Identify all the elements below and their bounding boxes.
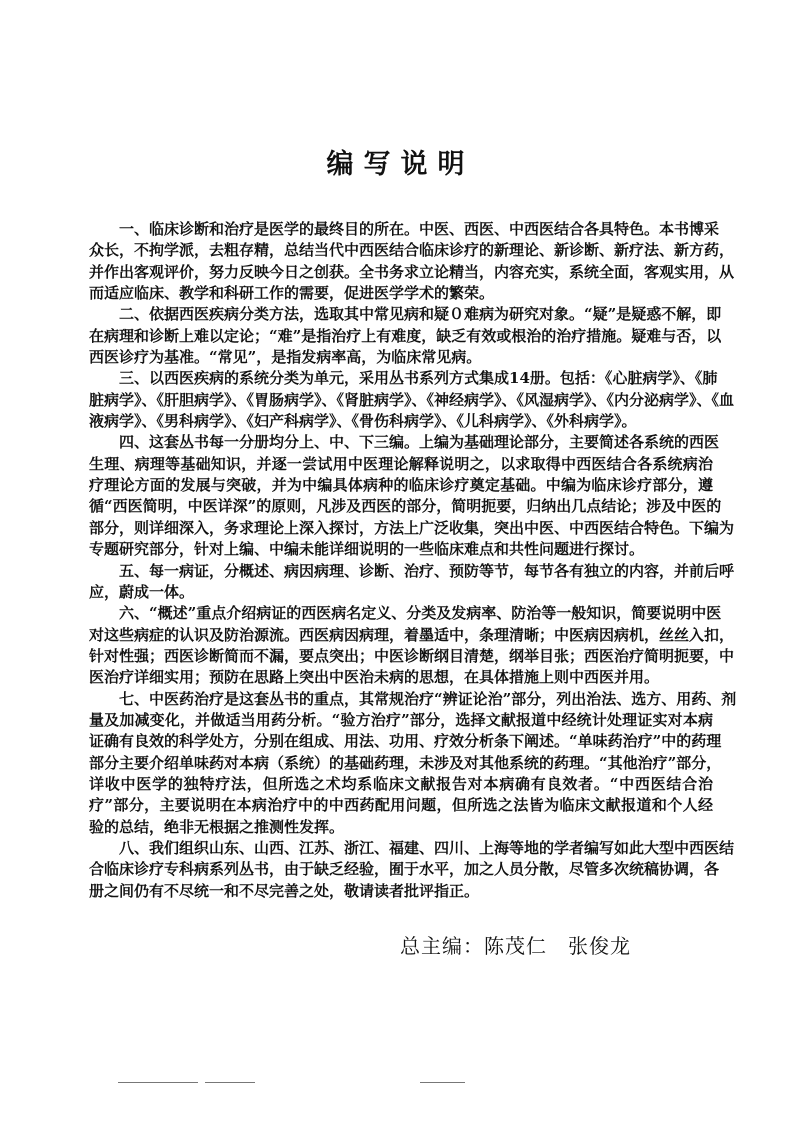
- paragraph-line: 疗理论方面的发展与突破，并为中编具体病种的临床诊疗奠定基础。中编为临床诊疗部分，遵: [89, 476, 713, 495]
- paragraph-line: 二、依据西医疾病分类方法，选取其中常见病和疑０难病为研究对象。“疑”是疑惑不解，即: [119, 305, 722, 324]
- paragraph-line: 六、“概述”重点介绍病证的西医病名定义、分类及发病率、防治等一般知识，简要说明中医: [119, 604, 722, 623]
- paragraph-line: 医治疗详细实用；预防在思路上突出中医治未病的思想，在具体措施上则中西医并用。: [89, 668, 660, 687]
- scan-artifact-line: [420, 1082, 465, 1083]
- paragraph-line: 针对性强；西医诊断简而不漏，要点突出；中医诊断纲目清楚，纲举目张；西医治疗简明扼要，中: [89, 646, 735, 665]
- scan-artifact-line: [118, 1082, 198, 1083]
- paragraph: [89, 603, 735, 688]
- paragraph-line: 验的总结，绝非无根据之推测性发挥。: [89, 817, 345, 836]
- paragraph: [89, 304, 722, 368]
- paragraph-line: 册之间仍有不尽统一和不尽完善之处，敬请读者批评指正。: [89, 881, 480, 900]
- paragraph-line: 生理、病理等基础知识，并逐一尝试用中医理论解释说明之，以求取得中西医结合各系统病治: [89, 454, 713, 473]
- paragraph-line: 液病学》、《男科病学》、《妇产科病学》、《骨伤科病学》、《儿科病学》、《外科病学》。: [89, 412, 637, 431]
- scan-artifact-line: [205, 1082, 255, 1083]
- paragraph: [89, 368, 735, 432]
- paragraph-line: 脏病学》、《肝胆病学》、《胃肠病学》、《肾脏病学》、《神经病学》、《风湿病学》、《内分泌病学》、《血: [89, 390, 735, 409]
- paragraph-line: 在病理和诊断上难以定论；“难”是指治疗上有难度，缺乏有效或根治的治疗措施。疑难与否，以: [89, 326, 722, 345]
- paragraph: [89, 561, 735, 604]
- paragraph-line: 而适应临床、教学和科研工作的需要，促进医学学术的繁荣。: [89, 284, 495, 303]
- paragraph-line: 众长，不拘学派，去粗存精，总结当代中西医结合临床诊疗的新理论、新诊断、新疗法、新方药，: [89, 241, 735, 260]
- page-title: 编写说明: [326, 149, 475, 180]
- paragraph-line: 部分，则详细深入，务求理论上深入探讨，方法上广泛收集，突出中医、中西医结合特色。下编为: [89, 518, 735, 537]
- paragraph: [89, 219, 735, 304]
- paragraph-line: 八、我们组织山东、山西、江苏、浙江、福建、四川、上海等地的学者编写如此大型中西医结: [119, 838, 735, 857]
- paragraph-line: 应，蔚成一体。: [89, 582, 195, 601]
- paragraph-line: 七、中医药治疗是这套丛书的重点，其常规治疗“辨证论治”部分，列出治法、选方、用药、剂: [119, 689, 737, 708]
- paragraph-line: 并作出客观评价，努力反映今日之创获。全书务求立论精当，内容充实，系统全面，客观实用，从: [89, 262, 735, 281]
- paragraph-line: 对这些病症的认识及防治源流。西医病因病理，着墨适中，条理清晰；中医病因病机，丝丝入扣，: [89, 625, 735, 644]
- paragraph-line: 西医诊疗为基准。“常见”，是指发病率高，为临床常见病。: [89, 348, 482, 367]
- paragraph-line: 部分主要介绍单味药对本病（系统）的基础药理，未涉及对其他系统的药理。“其他治疗”部分，: [89, 753, 722, 772]
- paragraph-line: 专题研究部分，针对上编、中编未能详细说明的一些临床难点和共性问题进行探讨。: [89, 540, 645, 559]
- paragraph-line: 三、以西医疾病的系统分类为单元，采用丛书系列方式集成14册。包括：《心脏病学》、《肺: [119, 369, 718, 388]
- paragraph-line: 证确有良效的科学处方，分别在组成、用法、功用、疗效分析条下阐述。“单味药治疗”中的药理: [89, 732, 722, 751]
- paragraph-line: 合临床诊疗专科病系列丛书，由于缺乏经验，囿于水平，加之人员分散，尽管多次统稿协调，各: [89, 860, 720, 879]
- paragraph-line: 循“西医简明，中医详深”的原则，凡涉及西医的部分，简明扼要，归纳出几点结论；涉及中医的: [89, 497, 722, 516]
- paragraph-line: 详收中医学的独特疗法，但所选之术均系临床文献报告对本病确有良效者。“中西医结合治: [89, 774, 713, 793]
- chief-editors-signature: 总主编：陈茂仁 张俊龙: [400, 934, 631, 958]
- paragraph-line: 四、这套丛书每一分册均分上、中、下三编。上编为基础理论部分，主要简述各系统的西医: [119, 433, 720, 452]
- paragraph: [89, 432, 735, 560]
- paragraph-line: 疗”部分，主要说明在本病治疗中的中西药配用问题，但所选之法皆为临床文献报道和个人经: [89, 796, 713, 815]
- paragraph-line: 五、每一病证，分概述、病因病理、诊断、治疗、预防等节，每节各有独立的内容，并前后呼: [119, 561, 735, 580]
- paragraph: [89, 838, 735, 902]
- document-body: [89, 219, 737, 902]
- paragraph-line: 一、临床诊断和治疗是医学的最终目的所在。中医、西医、中西医结合各具特色。本书博采: [119, 220, 720, 238]
- paragraph: [89, 689, 737, 838]
- paragraph-line: 量及加减变化，并做适当用药分析。“验方治疗”部分，选择文献报道中经统计处理证实对本病: [89, 710, 713, 729]
